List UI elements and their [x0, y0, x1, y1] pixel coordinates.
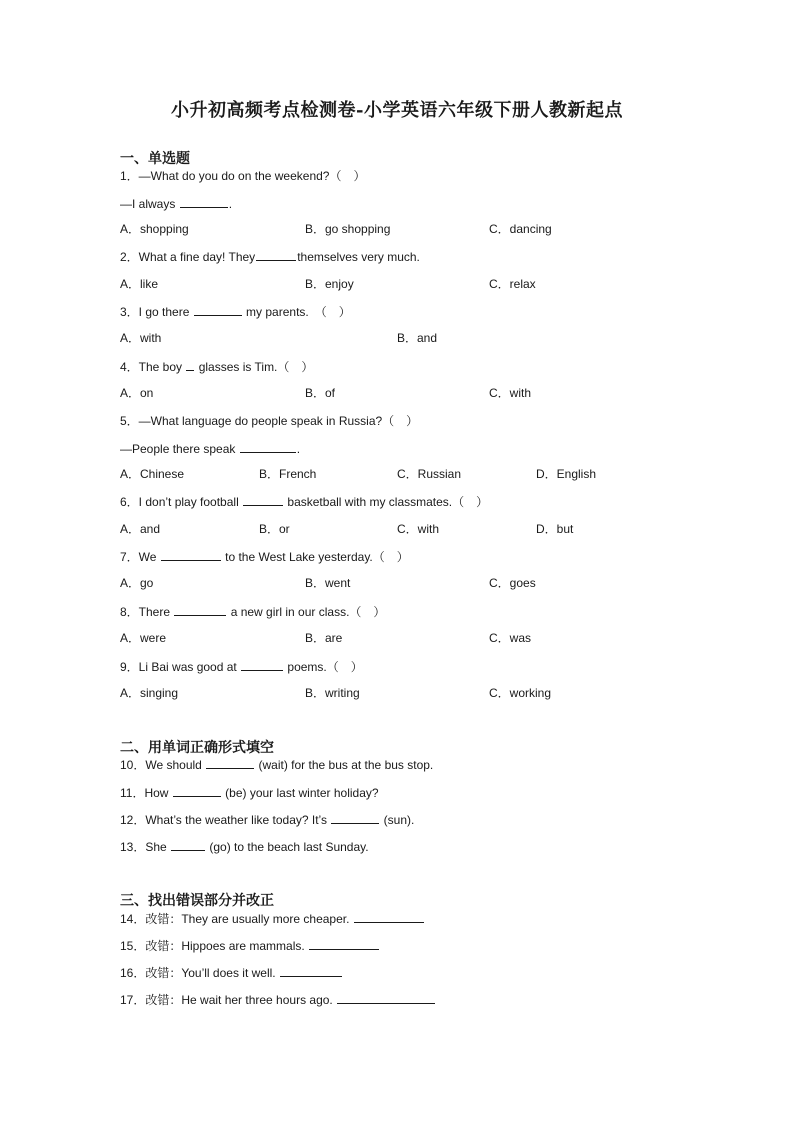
answer-blank[interactable]	[174, 603, 226, 616]
option-b[interactable]: B．went	[305, 576, 351, 590]
answer-blank[interactable]	[180, 195, 228, 208]
question-14: 14．改错：They are usually more cheaper.	[120, 910, 425, 927]
option-b[interactable]: B．and	[397, 331, 438, 345]
option-c[interactable]: C．with	[489, 386, 532, 400]
question-16: 16．改错：You’ll does it well.	[120, 964, 343, 981]
option-a[interactable]: A．on	[120, 386, 154, 400]
page-title: 小升初高频考点检测卷-小学英语六年级下册人教新起点	[171, 100, 623, 121]
option-b[interactable]: B．writing	[305, 686, 360, 700]
option-d[interactable]: D．but	[536, 522, 574, 536]
answer-blank[interactable]	[331, 811, 379, 824]
option-c[interactable]: C．was	[489, 631, 532, 645]
section-heading-error-correction: 三、找出错误部分并改正	[120, 892, 274, 908]
answer-blank[interactable]	[240, 440, 296, 453]
question-10: 10．We should (wait) for the bus at the bus stop.	[120, 758, 434, 772]
answer-blank[interactable]	[161, 548, 221, 561]
option-a[interactable]: A．shopping	[120, 222, 189, 236]
option-b[interactable]: B．or	[259, 522, 290, 536]
question-5: 5．—What language do people speak in Russia?（ ）	[120, 414, 419, 428]
question-17: 17．改错：He wait her three hours ago.	[120, 991, 436, 1008]
question-13: 13．She (go) to the beach last Sunday.	[120, 840, 369, 854]
option-c[interactable]: C．goes	[489, 576, 536, 590]
option-d[interactable]: D．English	[536, 467, 597, 481]
option-a[interactable]: A．and	[120, 522, 161, 536]
option-c[interactable]: C．Russian	[397, 467, 462, 481]
answer-blank[interactable]	[173, 784, 221, 797]
answer-blank[interactable]	[354, 910, 424, 923]
option-c[interactable]: C．relax	[489, 277, 536, 291]
answer-blank[interactable]	[186, 358, 194, 371]
question-1-answer-line: —I always .	[120, 197, 233, 211]
answer-blank[interactable]	[241, 658, 283, 671]
answer-blank[interactable]	[256, 248, 296, 261]
answer-blank[interactable]	[194, 303, 242, 316]
question-12: 12．What’s the weather like today? It’s (sun).	[120, 813, 415, 827]
question-4: 4．The boy glasses is Tim.（ ）	[120, 360, 314, 374]
question-8: 8．There a new girl in our class.（ ）	[120, 605, 386, 619]
question-5-answer-line: —People there speak .	[120, 442, 301, 456]
question-3: 3．I go there my parents. （ ）	[120, 305, 351, 319]
option-b[interactable]: B．are	[305, 631, 343, 645]
option-c[interactable]: C．working	[489, 686, 552, 700]
question-11: 11．How (be) your last winter holiday?	[120, 786, 379, 800]
option-a[interactable]: A．go	[120, 576, 154, 590]
question-9: 9．Li Bai was good at poems.（ ）	[120, 660, 363, 674]
option-c[interactable]: C．dancing	[489, 222, 552, 236]
question-7: 7．We to the West Lake yesterday.（ ）	[120, 550, 409, 564]
question-6: 6．I don’t play football basketball with my classmates.（ ）	[120, 495, 489, 509]
option-b[interactable]: B．of	[305, 386, 336, 400]
option-a[interactable]: A．like	[120, 277, 159, 291]
answer-blank[interactable]	[309, 937, 379, 950]
option-b[interactable]: B．enjoy	[305, 277, 354, 291]
option-b[interactable]: B．French	[259, 467, 317, 481]
answer-blank[interactable]	[243, 493, 283, 506]
answer-blank[interactable]	[280, 964, 342, 977]
question-2: 2．What a fine day! They themselves very much.	[120, 250, 420, 264]
section-heading-word-form: 二、用单词正确形式填空	[120, 739, 274, 755]
option-a[interactable]: A．with	[120, 331, 162, 345]
answer-blank[interactable]	[206, 756, 254, 769]
question-1: 1．—What do you do on the weekend?（ ）	[120, 169, 366, 183]
option-c[interactable]: C．with	[397, 522, 440, 536]
option-a[interactable]: A．Chinese	[120, 467, 185, 481]
question-15: 15．改错：Hippoes are mammals.	[120, 937, 380, 954]
answer-blank[interactable]	[337, 991, 435, 1004]
answer-blank[interactable]	[171, 838, 205, 851]
option-a[interactable]: A．singing	[120, 686, 179, 700]
option-b[interactable]: B．go shopping	[305, 222, 391, 236]
section-heading-single-choice: 一、单选题	[120, 150, 190, 166]
option-a[interactable]: A．were	[120, 631, 167, 645]
